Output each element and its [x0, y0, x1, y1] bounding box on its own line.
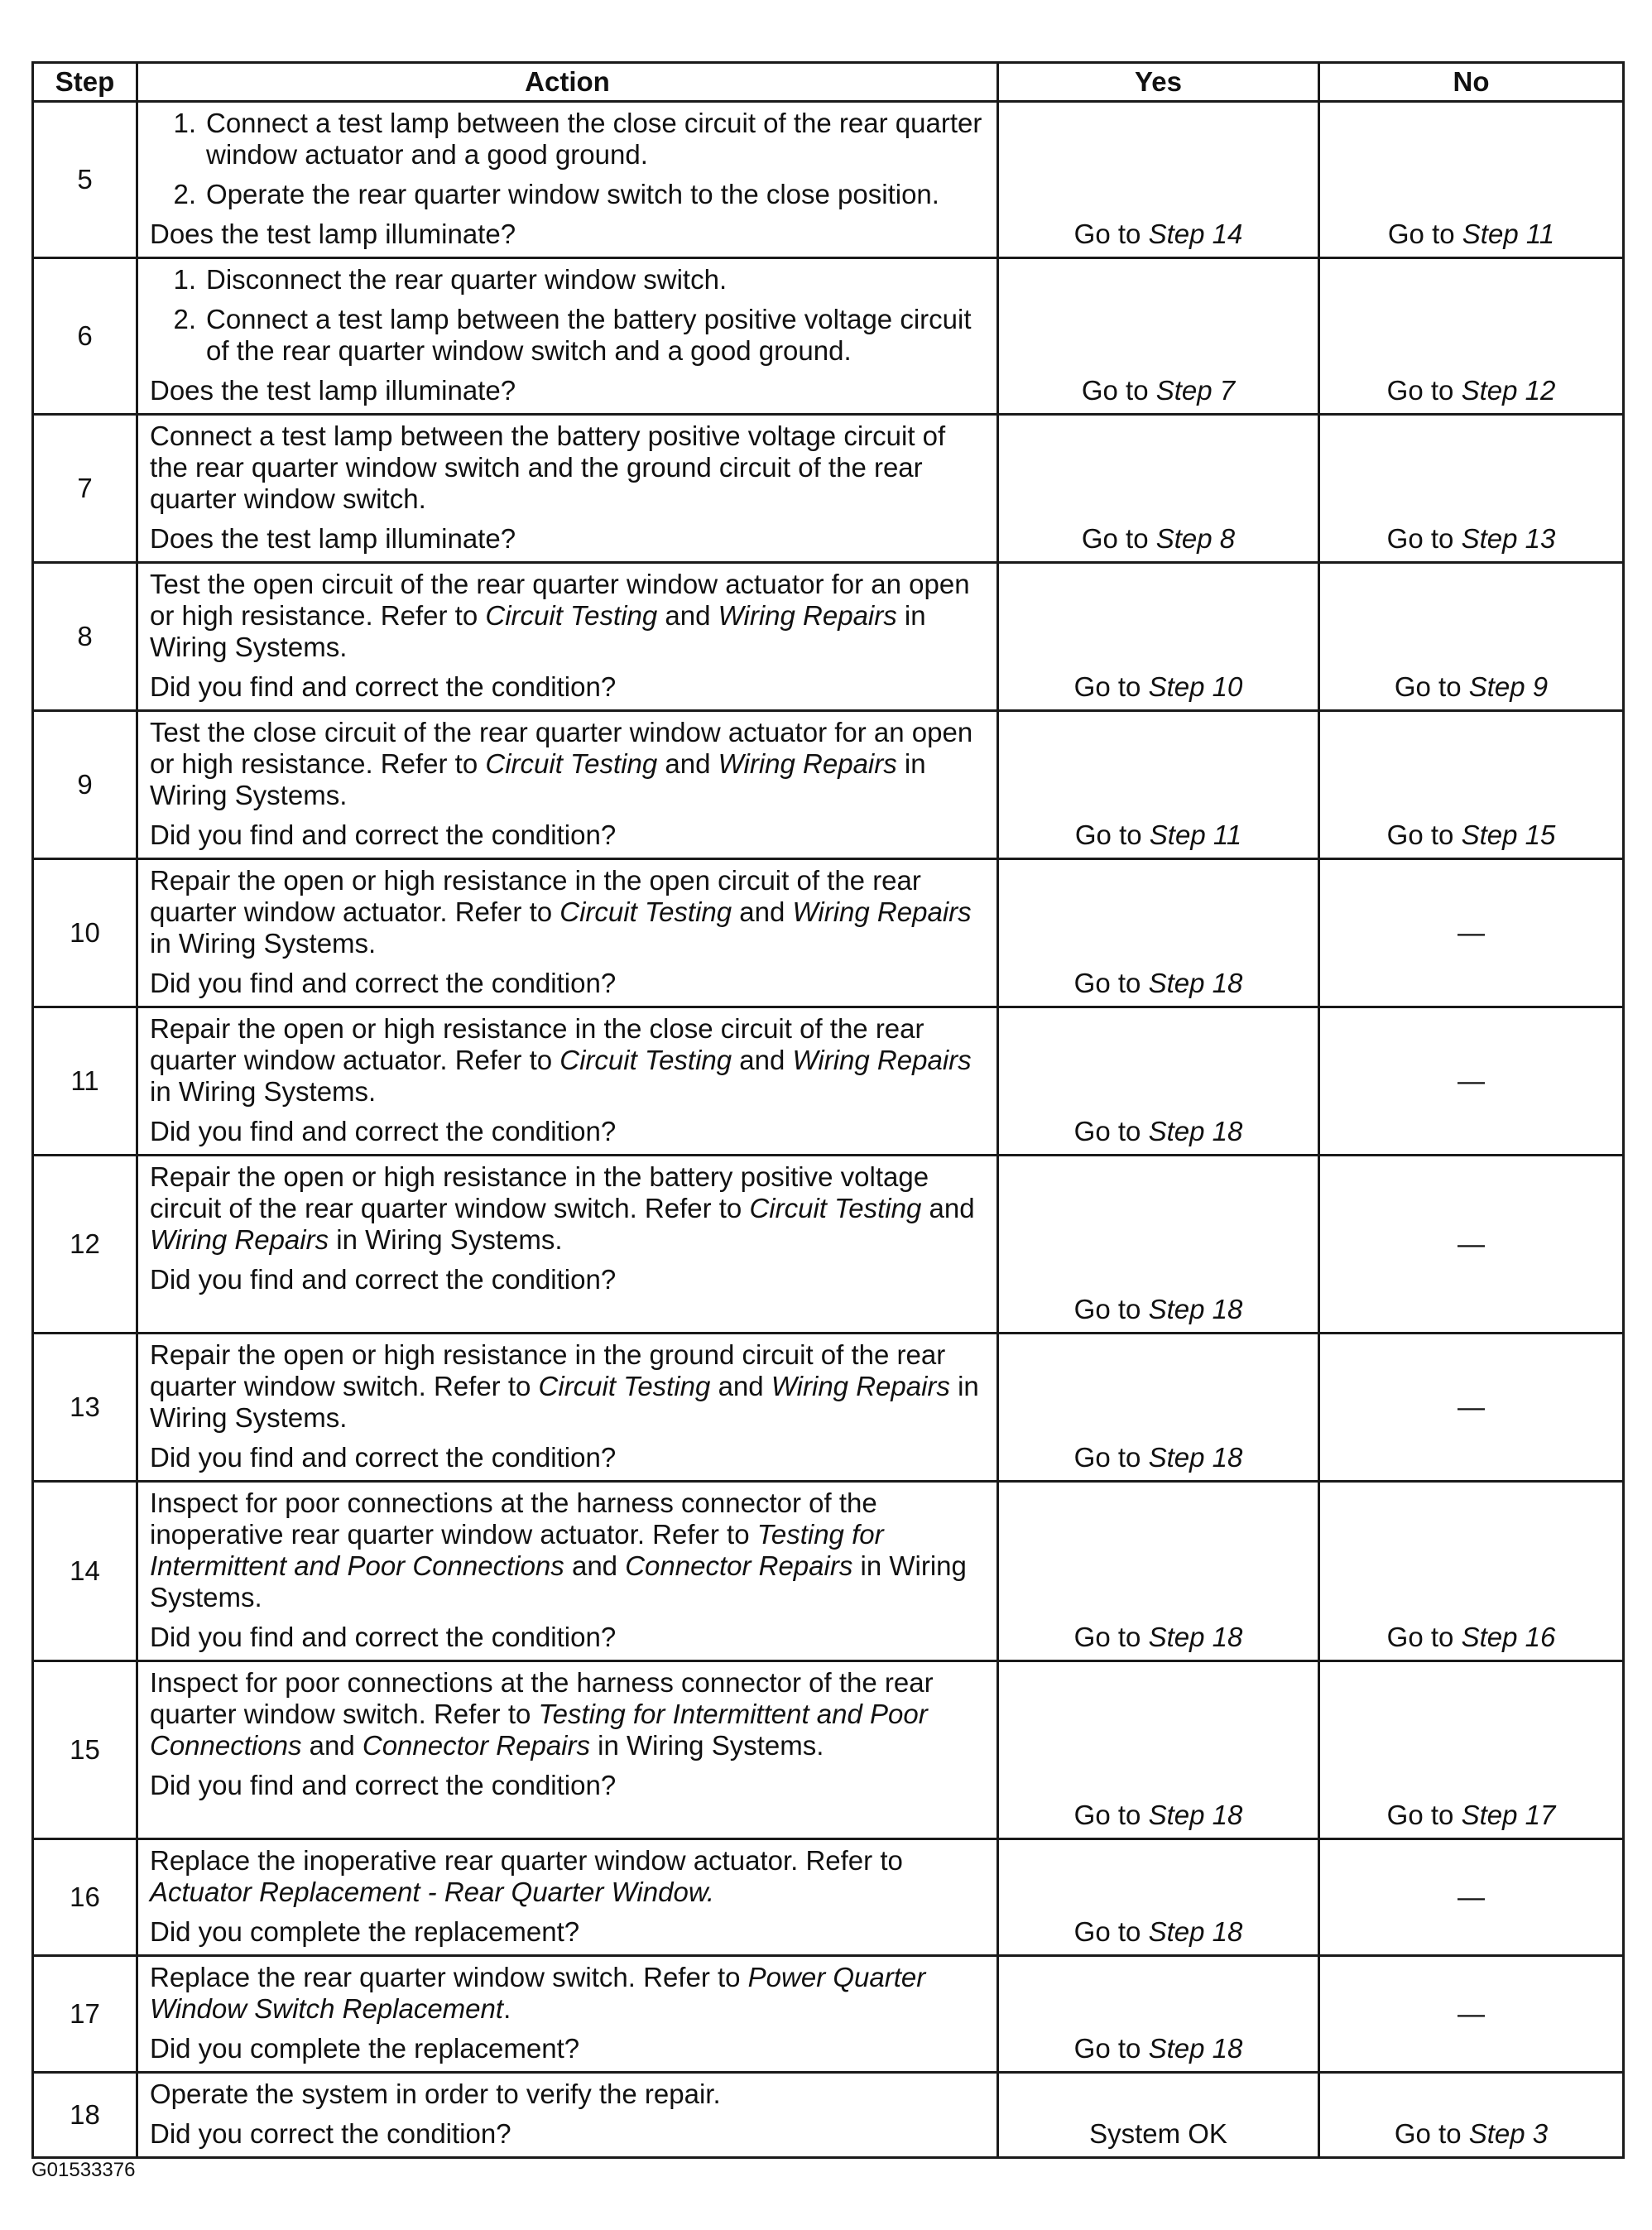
action-substep: [150, 179, 985, 210]
yes-step-link[interactable]: Step 8: [1155, 523, 1236, 554]
action-cell: [137, 1482, 998, 1661]
yes-cell: [998, 258, 1319, 415]
no-cell: [1319, 563, 1624, 711]
reference-link[interactable]: Circuit Testing: [538, 1371, 711, 1401]
no-step-link[interactable]: Step 15: [1461, 819, 1556, 850]
action-text-body: Test the close circuit of the rear quarter window actuator for an open or high resistance. Refer to: [150, 717, 973, 779]
reference-link[interactable]: Testing for Intermittent and Poor Connections: [150, 1699, 928, 1761]
yes-step-link[interactable]: Step 10: [1148, 671, 1243, 702]
action-text-tail: in Wiring Systems.: [150, 1550, 967, 1612]
yes-cell: [998, 1839, 1319, 1956]
substep-text: Connect a test lamp between the close circuit of the rear quarter window actuator and a good ground.: [206, 108, 982, 170]
no-cell-empty: —: [1319, 859, 1624, 1007]
action-text: Connect a test lamp between the battery positive voltage circuit of the rear quarter window switch and the ground circuit of the rear quarter window switch.: [150, 421, 946, 514]
action-question: Does the test lamp illuminate?: [150, 375, 516, 406]
action-text-join: and: [301, 1730, 363, 1761]
action-cell: [137, 415, 998, 563]
reference-link[interactable]: Wiring Repairs: [792, 896, 972, 927]
step-number: 14: [33, 1482, 137, 1661]
no-step-link[interactable]: Step 11: [1462, 219, 1555, 249]
yes-step-link[interactable]: Step 18: [1148, 1800, 1243, 1830]
yes-prefix: Go to: [1074, 819, 1150, 850]
no-prefix: Go to: [1387, 219, 1462, 249]
action-text-tail: in Wiring Systems.: [150, 600, 926, 662]
substep-number: 1.: [173, 264, 196, 295]
yes-cell: [998, 1156, 1319, 1334]
action-cell: [137, 1661, 998, 1839]
yes-step-link[interactable]: Step 18: [1148, 1916, 1243, 1947]
action-text: [150, 1962, 985, 2025]
action-text-join: and: [657, 748, 718, 779]
action-text: [150, 1013, 985, 1108]
action-question: Did you find and correct the condition?: [150, 1116, 617, 1146]
action-text: [150, 1339, 985, 1434]
yes-prefix: Go to: [1073, 671, 1149, 702]
action-cell: [137, 711, 998, 859]
action-question: Does the test lamp illuminate?: [150, 523, 516, 554]
substep-number: 1.: [173, 108, 196, 138]
yes-cell: [998, 1956, 1319, 2073]
action-text-body: Test the open circuit of the rear quarter window actuator for an open or high resistance. Refer to: [150, 569, 970, 631]
action-text-join: and: [921, 1193, 975, 1223]
yes-prefix: Go to: [1073, 968, 1149, 998]
action-text-tail: in Wiring Systems.: [329, 1224, 563, 1255]
action-cell: [137, 258, 998, 415]
substep-number: 2.: [173, 304, 196, 334]
action-text-tail: in Wiring Systems.: [150, 1371, 979, 1433]
yes-step-link[interactable]: Step 14: [1148, 219, 1243, 249]
table-row: [33, 563, 1624, 711]
action-question: Did you complete the replacement?: [150, 1916, 580, 1947]
yes-cell: [998, 102, 1319, 258]
action-text-tail: in Wiring Systems.: [590, 1730, 824, 1761]
reference-link[interactable]: Power Quarter Window Switch Replacement: [150, 1962, 926, 2024]
action-question: Did you find and correct the condition?: [150, 671, 617, 702]
action-question: Did you correct the condition?: [150, 2118, 511, 2149]
no-cell: [1319, 102, 1624, 258]
no-cell: [1319, 258, 1624, 415]
step-number: 8: [33, 563, 137, 711]
substep-text: Disconnect the rear quarter window switch.: [206, 264, 728, 295]
reference-link[interactable]: Circuit Testing: [559, 1045, 732, 1075]
action-text: [150, 569, 985, 663]
action-cell: [137, 1334, 998, 1482]
action-text: Operate the system in order to verify the repair.: [150, 2079, 721, 2109]
no-step-link[interactable]: Step 17: [1461, 1800, 1556, 1830]
action-text: [150, 1845, 985, 1908]
action-text-body: Repair the open or high resistance in the ground circuit of the rear quarter window switch. Refer to: [150, 1339, 946, 1401]
action-text-tail: .: [503, 1993, 511, 2024]
step-number: 5: [33, 102, 137, 258]
yes-prefix: Go to: [1073, 1916, 1149, 1947]
no-cell-empty: —: [1319, 1007, 1624, 1156]
step-number: 6: [33, 258, 137, 415]
table-row: [33, 711, 1624, 859]
table-row: [33, 1156, 1624, 1334]
no-cell: [1319, 2073, 1624, 2158]
substep-number: 2.: [173, 179, 196, 209]
action-cell: [137, 1007, 998, 1156]
yes-prefix: Go to: [1073, 1800, 1149, 1830]
no-step-link[interactable]: Step 13: [1461, 523, 1556, 554]
action-question: Does the test lamp illuminate?: [150, 219, 516, 249]
action-cell: [137, 1839, 998, 1956]
figure-code: G01533376: [31, 2159, 136, 2181]
no-prefix: Go to: [1386, 819, 1462, 850]
yes-step-link[interactable]: Step 11: [1149, 819, 1242, 850]
action-cell: [137, 2073, 998, 2158]
no-prefix: Go to: [1386, 523, 1462, 554]
action-text-body: Inspect for poor connections at the harness connector of the rear quarter window switch. Refer to: [150, 1667, 934, 1729]
yes-prefix: Go to: [1073, 2033, 1149, 2064]
yes-cell: [998, 1334, 1319, 1482]
reference-link[interactable]: Wiring Repairs: [718, 748, 897, 779]
substep-text: Operate the rear quarter window switch to the close position.: [206, 179, 939, 209]
table-row: [33, 1482, 1624, 1661]
action-text-body: Repair the open or high resistance in the battery positive voltage circuit of the rear quarter window switch. Refer to: [150, 1161, 929, 1223]
no-cell: [1319, 1482, 1624, 1661]
reference-link[interactable]: Wiring Repairs: [792, 1045, 972, 1075]
yes-cell: [998, 859, 1319, 1007]
table-row: [33, 415, 1624, 563]
reference-link[interactable]: Wiring Repairs: [150, 1224, 329, 1255]
action-cell: [137, 563, 998, 711]
yes-prefix: Go to: [1081, 375, 1156, 406]
no-prefix: Go to: [1386, 375, 1462, 406]
no-step-link[interactable]: Step 16: [1461, 1622, 1556, 1652]
reference-link[interactable]: Connector Repairs: [625, 1550, 853, 1581]
yes-prefix: Go to: [1073, 1442, 1149, 1473]
action-question: Did you find and correct the condition?: [150, 968, 617, 998]
action-text-body: Inspect for poor connections at the harness connector of the inoperative rear quarter window actuator. Refer to: [150, 1487, 877, 1550]
no-cell-empty: —: [1319, 1839, 1624, 1956]
action-cell: [137, 1956, 998, 2073]
table-row: [33, 1007, 1624, 1156]
header-row: [33, 63, 1624, 102]
action-question: Did you find and correct the condition?: [150, 1622, 617, 1652]
yes-step-link[interactable]: Step 7: [1155, 375, 1236, 406]
reference-link[interactable]: Wiring Repairs: [771, 1371, 950, 1401]
table-row: [33, 2073, 1624, 2158]
action-text-body: Replace the rear quarter window switch. Refer to: [150, 1962, 748, 1992]
yes-cell: System OK: [998, 2073, 1319, 2158]
reference-link[interactable]: Wiring Repairs: [718, 600, 897, 631]
step-number: 13: [33, 1334, 137, 1482]
yes-step-link[interactable]: Step 18: [1148, 1116, 1243, 1146]
yes-prefix: Go to: [1073, 1116, 1149, 1146]
action-text: [150, 717, 985, 811]
no-cell: [1319, 711, 1624, 859]
action-text-body: Repair the open or high resistance in the close circuit of the rear quarter window actuator. Refer to: [150, 1013, 924, 1075]
step-number: 12: [33, 1156, 137, 1334]
action-text-join: and: [732, 1045, 793, 1075]
yes-step-link[interactable]: Step 18: [1148, 2033, 1243, 2064]
yes-cell: [998, 1661, 1319, 1839]
step-number: 15: [33, 1661, 137, 1839]
action-text: [150, 1667, 985, 1761]
step-number: 9: [33, 711, 137, 859]
reference-link[interactable]: Testing for Intermittent and Poor Connections: [150, 1519, 884, 1581]
no-prefix: Go to: [1394, 2118, 1469, 2149]
reference-link[interactable]: Actuator Replacement - Rear Quarter Window.: [150, 1877, 714, 1907]
yes-cell: [998, 563, 1319, 711]
action-substep: [150, 108, 985, 171]
header-action: Action: [137, 63, 998, 102]
action-text-tail: in Wiring Systems.: [150, 1076, 377, 1107]
action-question: Did you find and correct the condition?: [150, 1442, 617, 1473]
step-number: 17: [33, 1956, 137, 2073]
yes-prefix: Go to: [1073, 1622, 1149, 1652]
action-text-tail: in Wiring Systems.: [150, 748, 926, 810]
no-step-link[interactable]: Step 9: [1468, 671, 1549, 702]
action-text-join: and: [564, 1550, 626, 1581]
table-row: [33, 102, 1624, 258]
diagnostic-table: [31, 61, 1625, 2159]
reference-link[interactable]: Connector Repairs: [362, 1730, 590, 1761]
action-cell: [137, 102, 998, 258]
no-cell: [1319, 1661, 1624, 1839]
step-number: 18: [33, 2073, 137, 2158]
action-substep: [150, 264, 985, 296]
yes-step-link[interactable]: Step 18: [1148, 1442, 1243, 1473]
action-text: [150, 1487, 985, 1613]
action-cell: [137, 859, 998, 1007]
yes-cell: [998, 711, 1319, 859]
no-prefix: Go to: [1386, 1800, 1462, 1830]
action-text-join: and: [732, 896, 793, 927]
yes-prefix: Go to: [1081, 523, 1156, 554]
table-row: [33, 1334, 1624, 1482]
action-text: [150, 1161, 985, 1256]
reference-link[interactable]: Circuit Testing: [749, 1193, 922, 1223]
action-substep: [150, 304, 985, 367]
table-row: [33, 1839, 1624, 1956]
yes-prefix: Go to: [1073, 1294, 1149, 1324]
header-no: No: [1319, 63, 1624, 102]
yes-prefix: Go to: [1073, 219, 1149, 249]
no-step-link[interactable]: Step 3: [1468, 2118, 1549, 2149]
no-cell-empty: —: [1319, 1956, 1624, 2073]
yes-cell: [998, 1482, 1319, 1661]
step-number: 11: [33, 1007, 137, 1156]
substep-text: Connect a test lamp between the battery positive voltage circuit of the rear quarter window switch and a good ground.: [206, 304, 972, 366]
action-text-body: Repair the open or high resistance in the open circuit of the rear quarter window actuator. Refer to: [150, 865, 921, 927]
table-row: [33, 1956, 1624, 2073]
no-step-link[interactable]: Step 12: [1461, 375, 1556, 406]
no-cell-empty: —: [1319, 1334, 1624, 1482]
yes-cell: [998, 415, 1319, 563]
yes-step-link[interactable]: Step 18: [1148, 1294, 1243, 1324]
yes-step-link[interactable]: Step 18: [1148, 968, 1243, 998]
action-question: Did you find and correct the condition?: [150, 819, 617, 850]
header-yes: Yes: [998, 63, 1319, 102]
step-number: 10: [33, 859, 137, 1007]
action-cell: [137, 1156, 998, 1334]
reference-link[interactable]: Circuit Testing: [485, 748, 658, 779]
no-cell-empty: —: [1319, 1156, 1624, 1334]
reference-link[interactable]: Circuit Testing: [559, 896, 732, 927]
no-prefix: Go to: [1394, 671, 1469, 702]
reference-link[interactable]: Circuit Testing: [485, 600, 658, 631]
diagnostic-table-container: [31, 61, 1622, 2159]
action-text-body: Replace the inoperative rear quarter window actuator. Refer to: [150, 1845, 903, 1876]
action-question: Did you find and correct the condition?: [150, 1770, 617, 1800]
action-question: Did you complete the replacement?: [150, 2033, 580, 2064]
yes-cell: [998, 1007, 1319, 1156]
action-text-join: and: [710, 1371, 771, 1401]
header-step: Step: [33, 63, 137, 102]
action-text-tail: in Wiring Systems.: [150, 928, 377, 959]
action-text: [150, 865, 985, 959]
action-question: Did you find and correct the condition?: [150, 1264, 617, 1295]
yes-step-link[interactable]: Step 18: [1148, 1622, 1243, 1652]
action-text-join: and: [657, 600, 718, 631]
step-number: 7: [33, 415, 137, 563]
table-row: [33, 1661, 1624, 1839]
no-cell: [1319, 415, 1624, 563]
table-row: [33, 258, 1624, 415]
no-prefix: Go to: [1386, 1622, 1462, 1652]
step-number: 16: [33, 1839, 137, 1956]
table-row: [33, 859, 1624, 1007]
